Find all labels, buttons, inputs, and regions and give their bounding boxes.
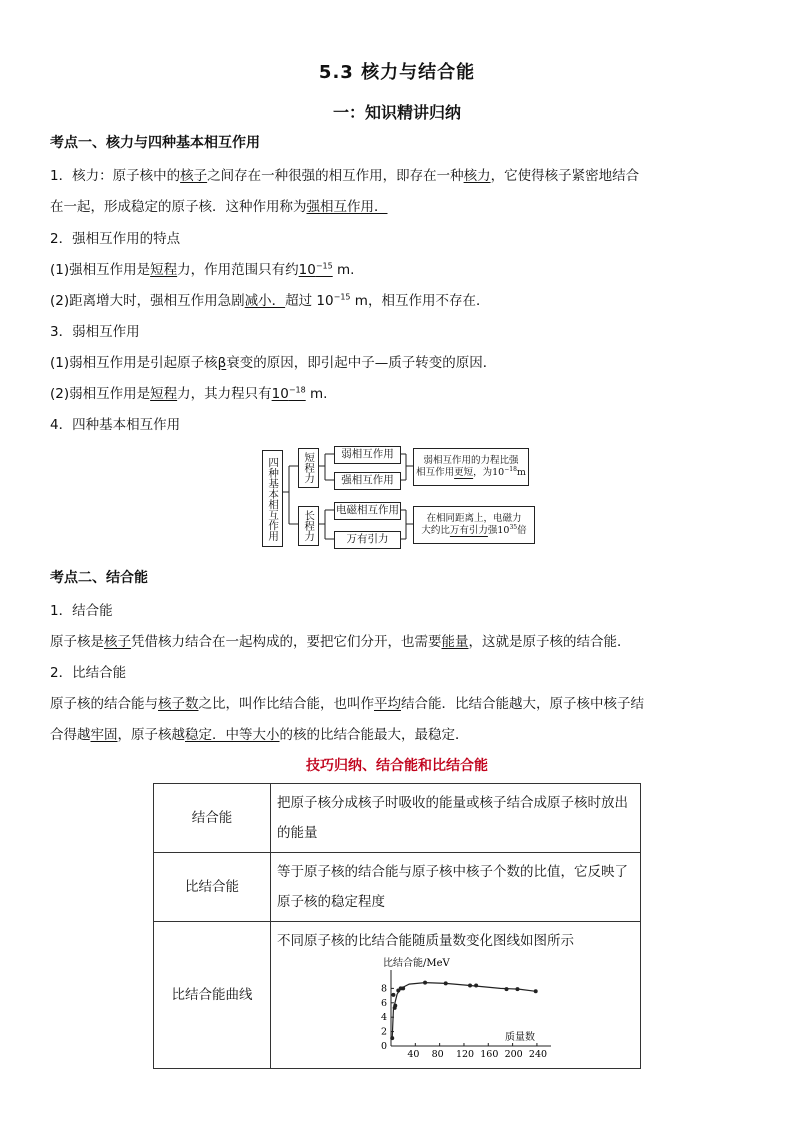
text: 在一起，形成稳定的原子核．这种作用称为 bbox=[50, 199, 307, 215]
x-tick-label: 240 bbox=[528, 1049, 548, 1060]
paragraph bbox=[50, 723, 469, 743]
paragraph: 3．弱相互作用 bbox=[50, 324, 140, 340]
underlined-term: 核力 bbox=[463, 168, 491, 184]
chart-svg bbox=[363, 956, 563, 1064]
text: 力，作用范围只有约 bbox=[177, 262, 299, 278]
chart-caption: 不同原子核的比结合能随质量数变化图线如图所示 bbox=[277, 933, 574, 949]
exponent: −18 bbox=[288, 385, 306, 395]
paragraph bbox=[50, 382, 327, 402]
x-tick-label: 200 bbox=[504, 1049, 523, 1060]
diagram-long-range: 长程力 bbox=[298, 506, 319, 546]
text: (2)弱相互作用是 bbox=[50, 386, 151, 402]
text: 倍 bbox=[517, 525, 527, 537]
diagram-em: 电磁相互作用 bbox=[334, 502, 401, 520]
paragraph bbox=[50, 351, 496, 371]
text: (1)弱相互作用是引起原子核 bbox=[50, 355, 218, 371]
text: 的核的比结合能最大，最稳定． bbox=[279, 727, 469, 743]
underlined-term: 能量 bbox=[441, 634, 469, 650]
text: ，它使得核子紧密地结合 bbox=[490, 168, 640, 184]
text: 原子核是 bbox=[50, 634, 104, 650]
paragraph bbox=[50, 289, 489, 309]
x-axis-label: 质量数 bbox=[505, 1032, 535, 1043]
data-point bbox=[444, 981, 448, 985]
table-key: 比结合能 bbox=[154, 853, 271, 922]
exponent: −15 bbox=[315, 261, 333, 271]
text: 之间存在一种很强的相互作用，即存在一种 bbox=[207, 168, 464, 184]
text: 10 bbox=[298, 262, 316, 278]
table-value: 把原子核分成核子时吸收的能量或核子结合成原子核时放出的能量 bbox=[271, 784, 641, 853]
table-row bbox=[154, 922, 641, 1069]
text: ，这就是原子核的结合能． bbox=[468, 634, 631, 650]
table-key: 比结合能曲线 bbox=[154, 922, 271, 1069]
y-tick-label: 8 bbox=[381, 983, 388, 995]
exponent: −18 bbox=[504, 466, 517, 474]
underlined-term: 短程 bbox=[150, 262, 178, 278]
diagram-note-em bbox=[413, 506, 535, 544]
text: 1．核力：原子核中的 bbox=[50, 168, 181, 184]
text: 合得越 bbox=[50, 727, 91, 743]
text: 相互作用 bbox=[416, 467, 455, 479]
paragraph bbox=[50, 258, 354, 278]
table-row bbox=[154, 784, 641, 853]
underlined-term: 更短 bbox=[454, 467, 474, 479]
underlined-term: 核子 bbox=[104, 634, 131, 650]
exponent: 35 bbox=[509, 524, 518, 532]
text: 超过 10 bbox=[285, 293, 334, 309]
text: (1)强相互作用是 bbox=[50, 262, 151, 278]
paragraph: 2．强相互作用的特点 bbox=[50, 231, 181, 247]
text: 衰变的原因，即引起中子—质子转变的原因． bbox=[226, 355, 497, 371]
underlined-term: 减小． bbox=[244, 293, 286, 309]
page-title: 5.3 核力与结合能 bbox=[318, 62, 476, 83]
table-value bbox=[271, 922, 641, 1069]
diagram-note-weak bbox=[413, 448, 529, 486]
section1-heading: 考点一、核力与四种基本相互作用 bbox=[50, 135, 260, 151]
y-axis-label: 比结合能/MeV bbox=[383, 958, 450, 969]
underlined-term: 短程 bbox=[150, 386, 178, 402]
x-tick-label: 40 bbox=[407, 1049, 420, 1060]
underlined-term: 万有引力 bbox=[449, 525, 488, 537]
text: ，原子核越 bbox=[117, 727, 185, 743]
table-row bbox=[154, 853, 641, 922]
text: 在相同距离上，电磁力 bbox=[426, 512, 522, 524]
underlined-term: β bbox=[217, 355, 227, 371]
text: 强10 bbox=[487, 525, 510, 537]
paragraph bbox=[50, 630, 631, 650]
text: ，为10 bbox=[473, 467, 505, 479]
underlined-term: 中等大小 bbox=[225, 727, 280, 743]
x-tick-label: 80 bbox=[431, 1049, 444, 1060]
diagram-strong: 强相互作用 bbox=[334, 472, 401, 490]
text: 原子核的结合能与 bbox=[50, 696, 158, 712]
note-text bbox=[416, 455, 526, 480]
text: 弱相互作用的力程比强 bbox=[423, 454, 519, 466]
paragraph: 4．四种基本相互作用 bbox=[50, 417, 181, 433]
text: m. bbox=[332, 262, 355, 278]
diagram-gravity: 万有引力 bbox=[334, 531, 401, 549]
underlined-term: 稳定． bbox=[185, 727, 226, 743]
text: m. bbox=[305, 386, 328, 402]
y-tick-label: 6 bbox=[381, 997, 388, 1009]
data-point bbox=[393, 1004, 397, 1008]
underlined-term bbox=[299, 262, 333, 278]
binding-energy-curve bbox=[392, 983, 536, 1039]
data-point bbox=[534, 989, 538, 993]
paragraph bbox=[50, 692, 644, 712]
text: 之比，叫作比结合能，也叫作 bbox=[198, 696, 374, 712]
paragraph bbox=[50, 195, 388, 215]
text: 大约比 bbox=[421, 525, 450, 537]
section2-heading: 考点二、结合能 bbox=[50, 570, 148, 586]
text: 结合能．比结合能越大，原子核中核子结 bbox=[401, 696, 644, 712]
x-tick-label: 120 bbox=[455, 1049, 475, 1060]
underlined-term: 牢固 bbox=[90, 727, 118, 743]
exponent: −15 bbox=[333, 292, 351, 302]
data-point bbox=[474, 984, 478, 988]
note-text bbox=[421, 513, 526, 538]
diagram-weak: 弱相互作用 bbox=[334, 446, 401, 464]
underlined-term: 平均 bbox=[374, 696, 401, 712]
data-point bbox=[401, 986, 405, 990]
diagram-short-range: 短程力 bbox=[298, 448, 319, 488]
paragraph bbox=[50, 164, 639, 184]
text: 10 bbox=[271, 386, 289, 402]
y-tick-label: 0 bbox=[381, 1041, 388, 1052]
binding-energy-chart bbox=[277, 956, 634, 1064]
paragraph: 2．比结合能 bbox=[50, 665, 127, 681]
data-point bbox=[390, 1036, 394, 1040]
table-key: 结合能 bbox=[154, 784, 271, 853]
text: 凭借核力结合在一起构成的，要把它们分开，也需要 bbox=[131, 634, 442, 650]
text: m bbox=[516, 467, 526, 479]
underlined-term: 核子 bbox=[180, 168, 208, 184]
underlined-term bbox=[272, 386, 306, 402]
page-subtitle: 一：知识精讲归纳 bbox=[332, 103, 461, 122]
y-tick-label: 2 bbox=[381, 1026, 388, 1038]
data-point bbox=[515, 987, 519, 991]
data-point bbox=[423, 981, 427, 985]
interaction-diagram bbox=[258, 444, 548, 550]
diagram-root: 四种基本相互作用 bbox=[262, 450, 283, 547]
text: (2)距离增大时，强相互作用急剧 bbox=[50, 293, 245, 309]
underlined-term: 强相互作用． bbox=[306, 199, 388, 215]
data-point bbox=[468, 984, 472, 988]
data-point bbox=[505, 987, 509, 991]
y-tick-label: 4 bbox=[381, 1012, 388, 1024]
data-point bbox=[391, 993, 395, 997]
tips-table bbox=[153, 783, 641, 1069]
x-tick-label: 160 bbox=[480, 1049, 499, 1060]
table-value: 等于原子核的结合能与原子核中核子个数的比值，它反映了原子核的稳定程度 bbox=[271, 853, 641, 922]
text: 力，其力程只有 bbox=[177, 386, 272, 402]
paragraph: 1．结合能 bbox=[50, 603, 113, 619]
text: m，相互作用不存在． bbox=[350, 293, 490, 309]
underlined-term: 核子数 bbox=[158, 696, 199, 712]
tips-title: 技巧归纳、结合能和比结合能 bbox=[306, 758, 488, 774]
